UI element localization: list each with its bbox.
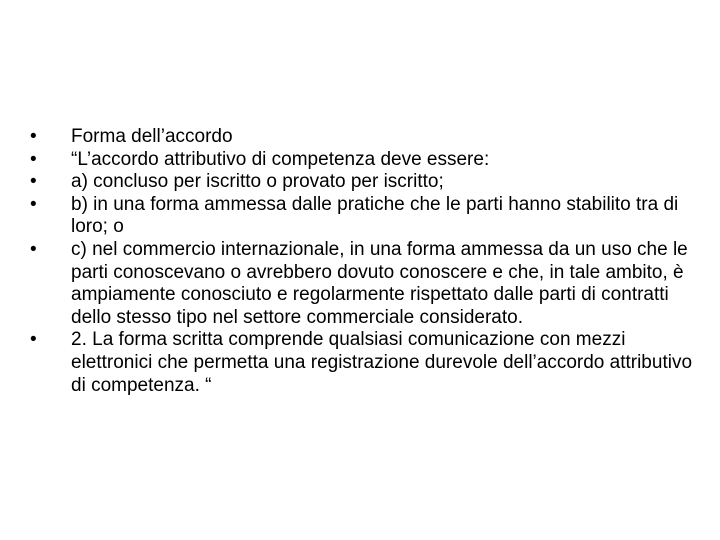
bullet-text: b) in una forma ammessa dalle pratiche che le parti hanno stabilito tra di loro; o bbox=[71, 193, 679, 238]
bullet-text: “L’accordo attributivo di competenza deve essere: bbox=[71, 148, 490, 170]
bullet-item bbox=[20, 126, 700, 149]
bullet-dot-icon: • bbox=[30, 193, 37, 215]
bullet-dot-icon: • bbox=[30, 126, 37, 147]
bullet-list bbox=[20, 126, 700, 397]
bullet-text: a) concluso per iscritto o provato per iscritto; bbox=[71, 171, 444, 193]
bullet-text: 2. La forma scritta comprende qualsiasi comunicazione con mezzi elettronici che permetta una registrazione durevole dell’accordo attributivo di competenza. “ bbox=[71, 329, 693, 396]
bullet-dot-icon: • bbox=[30, 329, 37, 351]
bullet-dot-icon: • bbox=[30, 171, 37, 193]
bullet-item bbox=[20, 171, 700, 194]
bullet-text: Forma dell’accordo bbox=[71, 126, 233, 147]
bullet-dot-icon: • bbox=[30, 238, 37, 260]
bullet-dot-icon: • bbox=[30, 148, 37, 170]
bullet-text: c) nel commercio internazionale, in una forma ammessa da un uso che le parti conoscevano o avrebbero dovuto conoscere e che, in tale ambito, è ampiamente conosciuto e regolarmente rispettato dalle parti di contratti dello stesso tipo nel settore commerciale considerato. bbox=[71, 238, 688, 328]
bullet-item bbox=[20, 149, 700, 172]
bullet-item bbox=[20, 329, 700, 397]
bullet-item bbox=[20, 239, 700, 329]
bullet-item bbox=[20, 194, 700, 239]
